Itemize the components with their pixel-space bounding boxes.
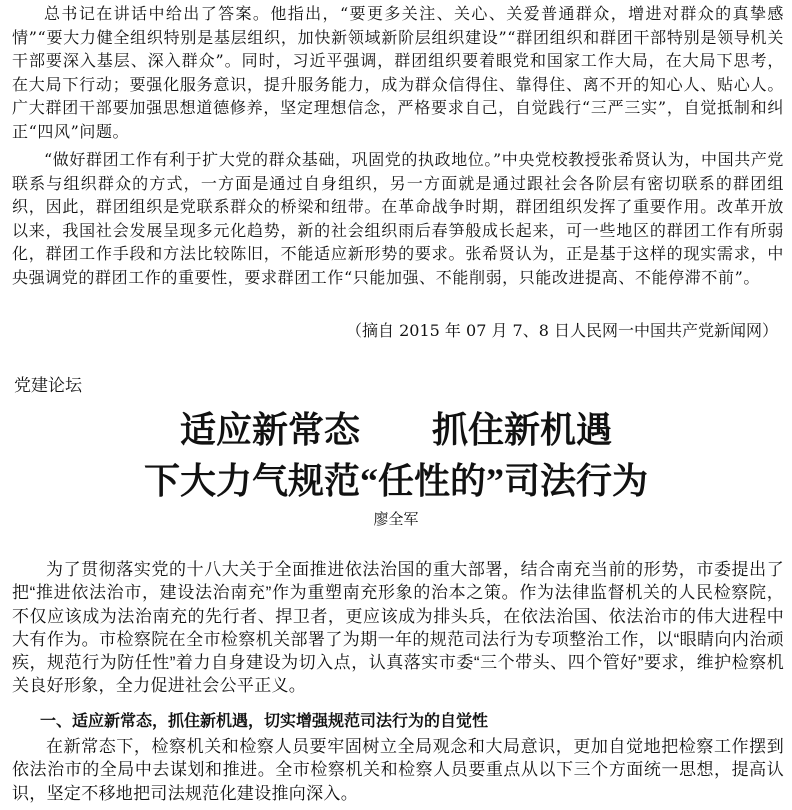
article-title-line-1: 适应新常态 抓住新机遇 <box>179 410 612 450</box>
upper-paragraph-2: “做好群团工作有利于扩大党的群众基础，巩固党的执政地位。”中央党校教授张希贤认为，中国共产党联系与组织群众的方式，一方面是通过自身组织，另一方面就是通过跟社会各阶层有密切联系的群团组织，因此，群团组织是党联系群众的桥梁和纽带。在革命战争时期，群团组织发挥了重要作用。改革开放以来，我国社会发展呈现多元化趋势，新的社会组织雨后春笋般成长起来，可一些地区的群团工作有所弱化，群团工作手段和方法比较陈旧，不能适应新形势的要求。张希贤认为，正是基于这样的现实需求，中央强调党的群团工作的重要性，要求群团工作“只能加强、不能削弱，只能改进提高、不能停滞不前”。 <box>12 150 784 287</box>
intro-paragraph: 为了贯彻落实党的十八大关于全面推进依法治国的重大部署，结合南充当前的形势，市委提出了把“推进依法治市，建设法治南充”作为重塑南充形象的治本之策。作为法律监督机关的人民检察院，不仅应该成为法治南充的先行者、捍卫者，更应该成为排头兵，在依法治国、依法治市的伟大进程中大有作为。市检察院在全市检察机关部署了为期一年的规范司法行为专项整治工作，以“眼睛向内治顽疾，规范行为防任性”着力自身建设为切入点，认真落实市委“三个带头、四个管好”要求，维护检察机关良好形象，全力促进社会公平正义。 <box>12 560 784 696</box>
author-name: 廖全军 <box>373 510 419 528</box>
article-title-line-2: 下大力气规范“任性的”司法行为 <box>143 461 648 501</box>
source-citation: （摘自 2015 年 07 月 7、8 日人民网一中国共产党新闻网） <box>346 321 778 340</box>
column-label: 党建论坛 <box>14 376 82 396</box>
section-1-heading: 一、适应新常态，抓住新机遇，切实增强规范司法行为的自觉性 <box>40 713 489 730</box>
section-1-paragraph: 在新常态下，检察机关和检察人员要牢固树立全局观念和大局意识，更加自觉地把检察工作摆到依法治市的全局中去谋划和推进。全市检察机关和检察人员要重点从以下三个方面统一思想，提高认识，坚定不移地把司法规范化建设推向深入。 <box>12 737 784 803</box>
upper-paragraph-1: 总书记在讲话中给出了答案。他指出，“要更多关注、关心、关爱普通群众，增进对群众的真挚感情”“要大力健全组织特别是基层组织，加快新领域新阶层组织建设”“群团组织和群团干部特别是领导机关干部要深入基层、深入群众”。同时，习近平强调，群团组织要着眼党和国家工作大局，在大局下思考，在大局下行动；要强化服务意识，提升服务能力，成为群众信得住、靠得住、离不开的知心人、贴心人。广大群团干部要加强思想道德修养，坚定理想信念，严格要求自己，自觉践行“三严三实”，自觉抵制和纠正“四风”问题。 <box>12 4 784 141</box>
